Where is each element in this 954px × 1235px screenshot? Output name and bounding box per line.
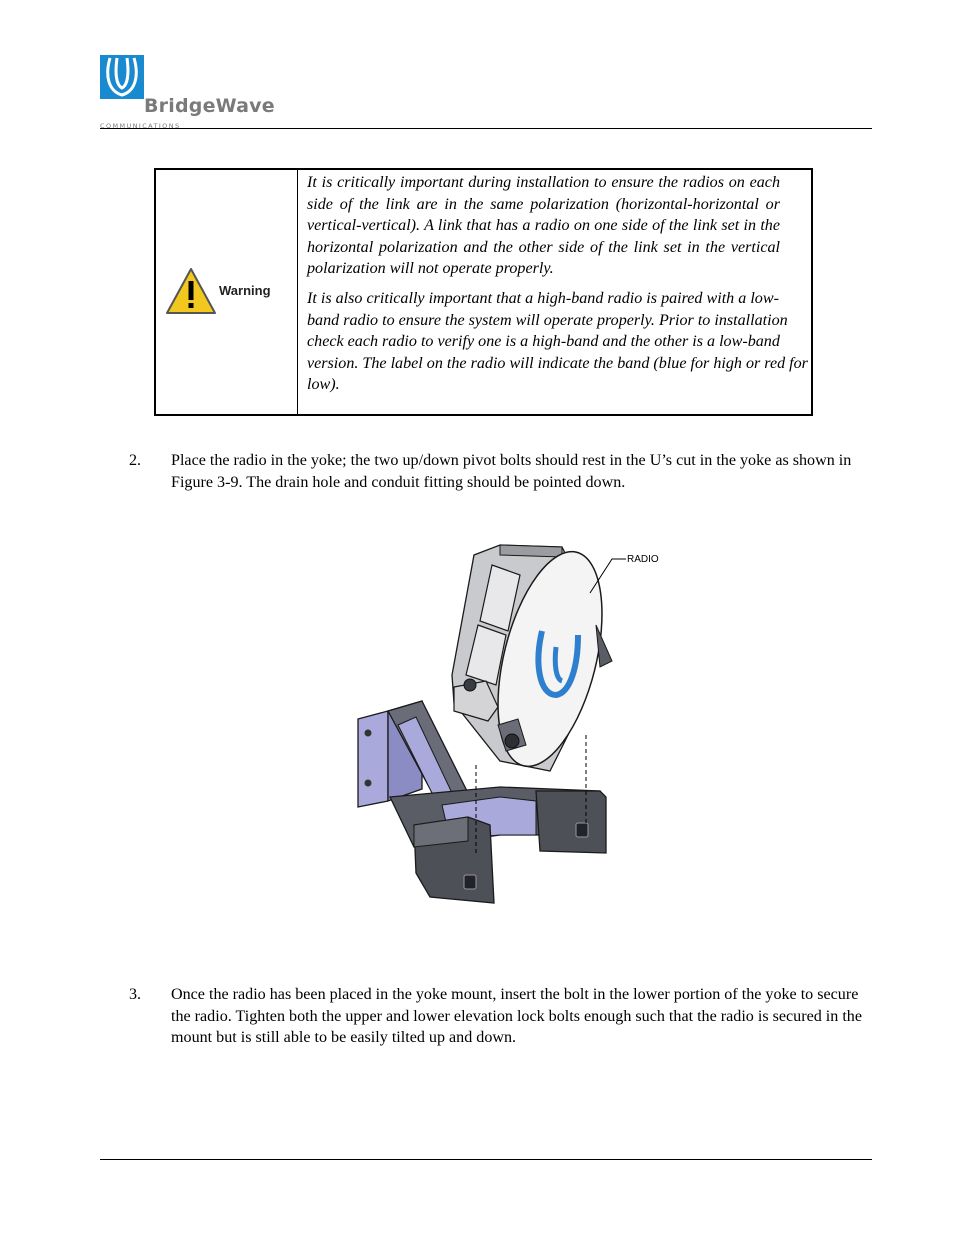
- warning-icon-cell: [156, 170, 298, 414]
- warning-paragraph-polarization: It is critically important during installation to ensure the radios on each side of the link are in the same polarization (horizontal-horizontal or vertical-vertical). A link that has a radio on one side of the link set in the horizontal polarization and the other side of the link set in the vertical polarization will not operate properly.: [307, 174, 780, 278]
- footer-divider: [100, 1159, 872, 1160]
- brand-name: BridgeWave: [144, 95, 275, 117]
- brand-subtitle: COMMUNICATIONS: [100, 122, 181, 130]
- radio-callout-label: RADIO: [627, 554, 659, 565]
- step-number: 3.: [129, 986, 142, 1003]
- warning-box: [154, 168, 813, 416]
- radio-yoke-figure: [350, 535, 670, 910]
- warning-label: Warning: [219, 283, 271, 298]
- step-text: Once the radio has been placed in the yoke mount, insert the bolt in the lower portion of the yoke to secure the radio. Tighten both the upper and lower elevation lock bolts enough such that the radio is secured in the mount but is still able to be easily tilted up and down.: [171, 986, 862, 1047]
- company-logo: [100, 55, 290, 130]
- bridgewave-logo-icon: [100, 55, 144, 99]
- warning-text: [307, 172, 807, 396]
- warning-paragraph-band: It is also critically important that a high-band radio is paired with a low-band radio to ensure the system will operate properly. Prior to installation check each radio to verify one is a high-band and the other is a low-band version. The label on the radio will indicate the band (blue for high or red for low).: [307, 289, 808, 394]
- step-number: 2.: [129, 452, 142, 469]
- radio-unit: [452, 541, 621, 777]
- warning-triangle-icon: [165, 266, 217, 316]
- step-text: Place the radio in the yoke; the two up/down pivot bolts should rest in the U’s cut in the yoke as shown in Figure 3-9. The drain hole and conduit fitting should be pointed down.: [171, 452, 852, 491]
- header-divider: [100, 128, 872, 129]
